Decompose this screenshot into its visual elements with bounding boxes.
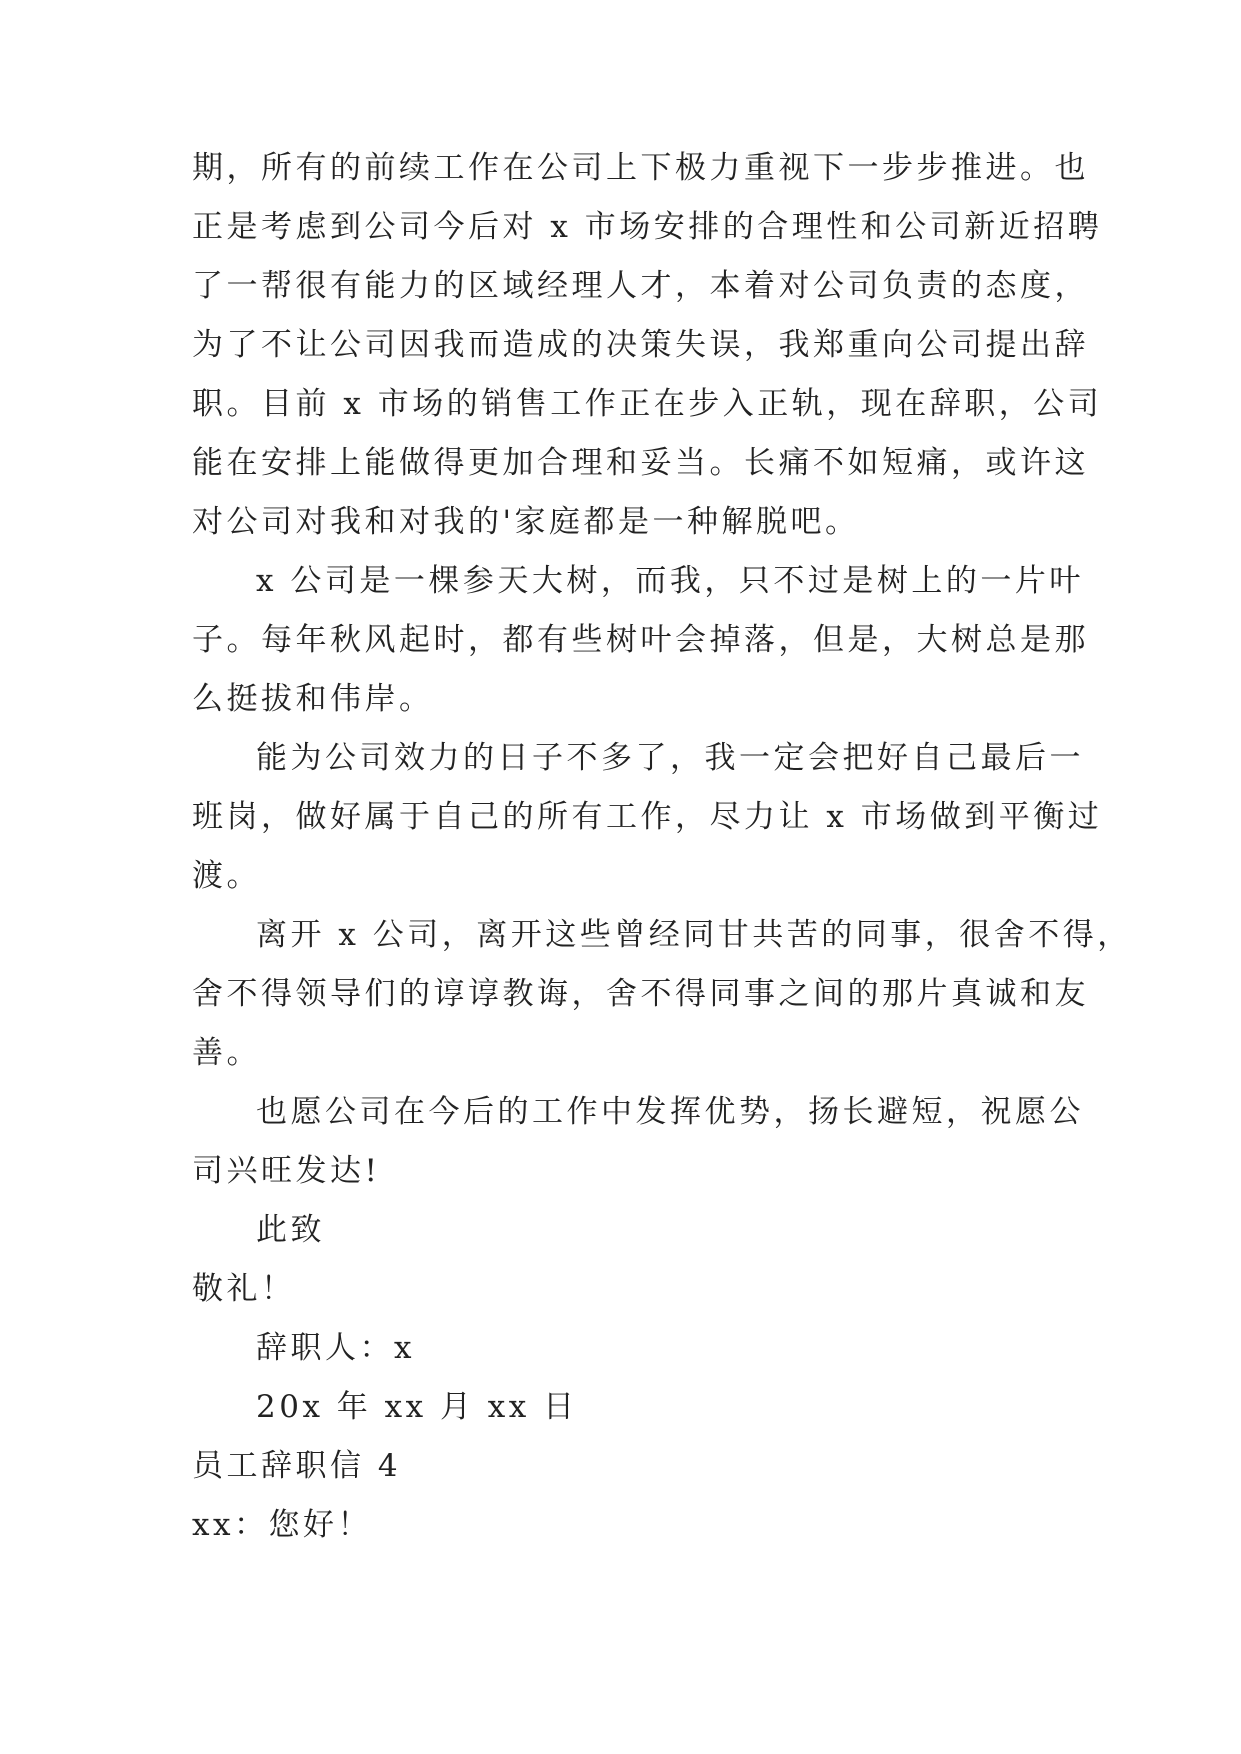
text-line: 为了不让公司因我而造成的决策失误，我郑重向公司提出辞 (192, 327, 1089, 363)
text-line: 渡。 (192, 858, 261, 894)
text-line: 善。 (192, 1035, 261, 1071)
signature-line: 辞职人：x (256, 1330, 415, 1366)
greeting-line: xx：您好！ (192, 1507, 372, 1543)
paragraph-start-line: 离开 x 公司，离开这些曾经同甘共苦的同事，很舍不得， (256, 917, 1132, 953)
paragraph-start-line: 也愿公司在今后的工作中发挥优势，扬长避短，祝愿公 (256, 1094, 1084, 1130)
text-line: 了一帮很有能力的区域经理人才，本着对公司负责的态度， (192, 268, 1089, 304)
closing-salutation: 此致 (256, 1212, 325, 1248)
text-line: 期，所有的前续工作在公司上下极力重视下一步步推进。也 (192, 150, 1089, 186)
paragraph-start-line: x 公司是一棵参天大树，而我，只不过是树上的一片叶 (256, 563, 1084, 599)
text-line: 班岗，做好属于自己的所有工作，尽力让 x 市场做到平衡过 (192, 799, 1103, 835)
text-line: 么挺拔和伟岸。 (192, 681, 434, 717)
closing-regards: 敬礼！ (192, 1271, 296, 1307)
paragraph-start-line: 能为公司效力的日子不多了，我一定会把好自己最后一 (256, 740, 1084, 776)
text-line: 舍不得领导们的谆谆教诲，舍不得同事之间的那片真诚和友 (192, 976, 1089, 1012)
text-line: 对公司对我和对我的'家庭都是一种解脱吧。 (192, 504, 860, 540)
text-line: 职。目前 x 市场的销售工作正在步入正轨，现在辞职，公司 (192, 386, 1103, 422)
text-line: 司兴旺发达! (192, 1153, 381, 1189)
section-title: 员工辞职信 4 (192, 1448, 402, 1484)
text-line: 正是考虑到公司今后对 x 市场安排的合理性和公司新近招聘 (192, 209, 1103, 245)
text-line: 能在安排上能做得更加合理和妥当。长痛不如短痛，或许这 (192, 445, 1089, 481)
date-line: 20x 年 xx 月 xx 日 (256, 1389, 578, 1425)
text-line: 子。每年秋风起时，都有些树叶会掉落，但是，大树总是那 (192, 622, 1089, 658)
